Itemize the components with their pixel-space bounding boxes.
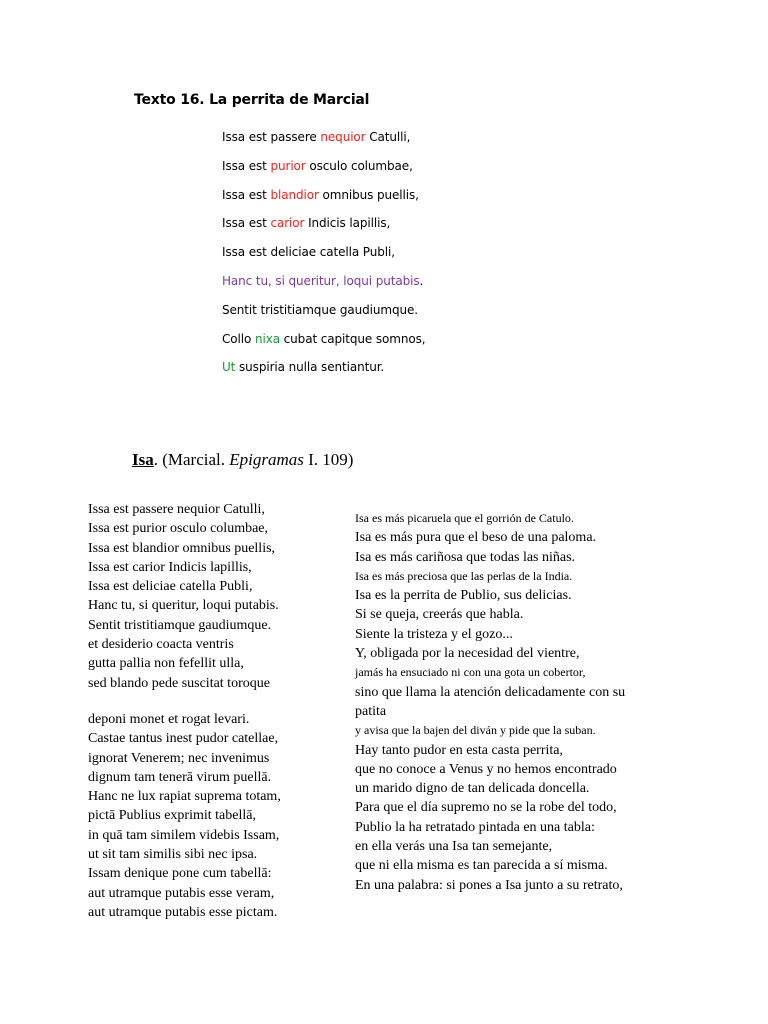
- highlighted-word: purior: [270, 158, 306, 173]
- latin-line: dignum tam tenerā virum puellā.: [88, 769, 272, 785]
- translation-line: Isa es más picaruela que el gorrión de Catulo.: [355, 511, 574, 525]
- translation-line: Y, obligada por la necesidad del vientre,: [355, 646, 580, 662]
- section-heading: Isa. (Marcial. Epigramas I. 109): [132, 450, 354, 469]
- translation-line: En una palabra: si pones a Isa junto a su retrato,: [355, 877, 623, 893]
- translation-line: en ella verás una Isa tan semejante,: [355, 839, 553, 855]
- latin-text-block-1: [88, 500, 279, 693]
- latin-line: ignorat Venerem; nec invenimus: [88, 750, 270, 766]
- latin-line: Sentit tristitiamque gaudiumque.: [88, 617, 272, 633]
- latin-line: in quā tam similem videbis Issam,: [88, 827, 280, 843]
- latin-line: Issa est blandior omnibus puellis,: [88, 540, 276, 556]
- highlighted-word: nequior: [320, 130, 366, 144]
- latin-line: Issa est deliciae catella Publi,: [88, 579, 253, 595]
- highlighted-word: carior: [270, 216, 305, 231]
- poem-excerpt: [222, 128, 426, 387]
- translation-line: que ni ella misma es tan parecida a sí misma.: [355, 858, 608, 874]
- latin-line: aut utramque putabis esse veram,: [88, 885, 275, 901]
- latin-line: Issa est purior osculo columbae,: [88, 521, 269, 537]
- latin-line: ut sit tam similis sibi nec ipsa.: [88, 847, 258, 863]
- poem-line: Collo nixa cubat capitque somnos,: [222, 331, 426, 346]
- poem-line: Issa est blandior omnibus puellis,: [222, 187, 419, 202]
- translation-line: Para que el día supremo no se la robe del todo,: [355, 800, 617, 816]
- latin-line: Castae tantus inest pudor catellae,: [88, 731, 279, 747]
- highlighted-phrase: Hanc tu, si queritur, loqui putabis: [222, 273, 420, 288]
- latin-line: aut utramque putabis esse pictam.: [88, 904, 278, 920]
- poem-line: Issa est passere nequior Catulli,: [222, 130, 411, 144]
- translation-line: Hay tanto pudor en esta casta perrita,: [355, 742, 563, 758]
- heading-isa: Isa: [132, 450, 154, 469]
- highlighted-word: Ut: [222, 360, 236, 375]
- translation-line: Isa es más pura que el beso de una paloma.: [355, 530, 597, 546]
- translation-line: sino que llama la atención delicadamente con su: [355, 684, 626, 700]
- latin-line: deponi monet et rogat levari.: [88, 712, 250, 727]
- poem-line: Sentit tristitiamque gaudiumque.: [222, 302, 418, 317]
- highlighted-word: nixa: [254, 331, 280, 346]
- heading-work-title: Epigramas: [229, 450, 304, 469]
- latin-line: Issa est carior Indicis lapillis,: [88, 559, 252, 575]
- translation-line: y avisa que la bajen del diván y pide que la suban.: [355, 723, 596, 738]
- page-title: Texto 16. La perrita de Marcial: [134, 92, 370, 108]
- latin-line: Issam denique pone cum tabellā:: [88, 866, 272, 882]
- latin-line: gutta pallia non fefellit ulla,: [88, 656, 244, 672]
- poem-line: Hanc tu, si queritur, loqui putabis.: [222, 273, 424, 288]
- latin-line: pictā Publius exprimit tabellā,: [88, 808, 256, 824]
- translation-line: Siente la tristeza y el gozo...: [355, 626, 513, 642]
- latin-line: sed blando pede suscitat toroque: [88, 675, 270, 691]
- latin-line: Hanc tu, si queritur, loqui putabis.: [88, 598, 279, 614]
- spanish-translation: [355, 509, 625, 895]
- translation-line: Isa es más cariñosa que todas las niñas.: [355, 549, 576, 565]
- highlighted-word: blandior: [270, 187, 319, 202]
- translation-line: Si se queja, creerás que habla.: [355, 607, 524, 623]
- translation-line: jamás ha ensuciado ni con una gota un cobertor,: [355, 665, 586, 680]
- translation-line: que no conoce a Venus y no hemos encontrado: [355, 761, 617, 777]
- translation-line: un marido digno de tan delicada doncella.: [355, 781, 590, 797]
- translation-line: patita: [355, 703, 387, 719]
- latin-line: Issa est passere nequior Catulli,: [88, 502, 265, 517]
- translation-line: Isa es más preciosa que las perlas de la India.: [355, 568, 573, 583]
- translation-line: Isa es la perrita de Publio, sus delicias.: [355, 588, 572, 604]
- poem-line: Issa est purior osculo columbae,: [222, 158, 413, 173]
- poem-line: Issa est carior Indicis lapillis,: [222, 216, 391, 231]
- latin-line: Hanc ne lux rapiat suprema totam,: [88, 789, 281, 805]
- latin-text-block-2: [88, 710, 281, 922]
- poem-line: Ut suspiria nulla sentiantur.: [222, 360, 385, 375]
- poem-line: Issa est deliciae catella Publi,: [222, 245, 395, 260]
- latin-line: et desiderio coacta ventris: [88, 637, 234, 653]
- translation-line: Publio la ha retratado pintada en una tabla:: [355, 819, 595, 835]
